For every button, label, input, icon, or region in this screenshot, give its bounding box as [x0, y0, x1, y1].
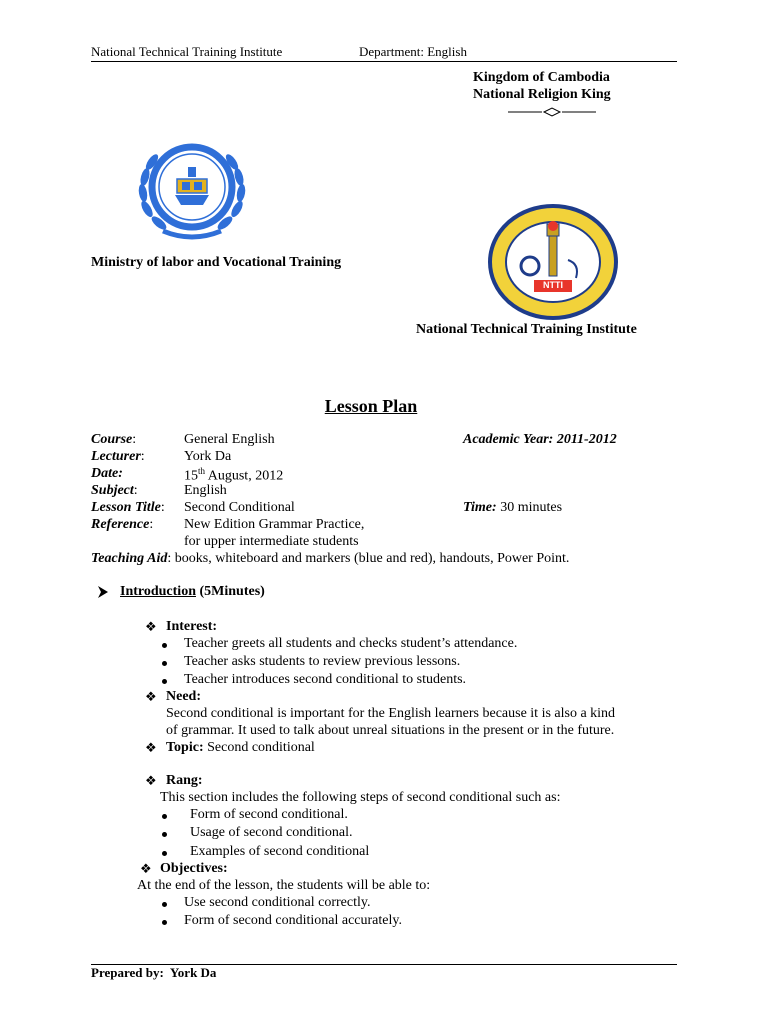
bullet-dot-icon — [162, 661, 167, 666]
objectives-intro: At the end of the lesson, the students will be able to: — [137, 878, 431, 893]
reference-line-1: New Edition Grammar Practice, — [184, 517, 365, 532]
objective-item: Form of second conditional accurately. — [184, 913, 402, 928]
diamond-bullet-icon: ❖ — [140, 861, 152, 876]
course-row-label: Course: — [91, 432, 137, 447]
teaching-aid-row — [91, 551, 569, 567]
time-value: 30 minutes — [496, 500, 563, 515]
course-value: General English — [184, 432, 275, 447]
subject-label: Subject — [91, 483, 134, 498]
lecturer-row-label: Lecturer: — [91, 449, 145, 464]
reference-line-2: for upper intermediate students — [184, 534, 359, 549]
rang-item: Form of second conditional. — [190, 807, 348, 822]
rang-item: Usage of second conditional. — [190, 825, 353, 840]
time-label: Time: — [463, 500, 497, 515]
introduction-heading — [120, 584, 265, 600]
kingdom-title: Kingdom of Cambodia — [473, 70, 610, 85]
institute-name: National Technical Training Institute — [416, 322, 637, 337]
diamond-bullet-icon: ❖ — [145, 619, 157, 634]
diamond-outline-bullet-icon: ❖ — [145, 740, 157, 755]
bullet-dot-icon — [162, 851, 167, 856]
header-divider — [91, 61, 677, 62]
ornament-divider-icon — [508, 106, 596, 123]
diamond-outline-bullet-icon: ❖ — [145, 773, 157, 788]
date-rest: August, 2012 — [205, 468, 284, 484]
introduction-title: Introduction — [120, 584, 196, 599]
header-department: Department: English — [359, 44, 467, 59]
arrow-bullet-icon — [97, 585, 109, 604]
rang-label: Rang: — [166, 773, 203, 788]
lesson-title-value: Second Conditional — [184, 500, 295, 515]
need-line-2: of grammar. It used to talk about unreal situations in the present or in the future. — [166, 723, 615, 738]
topic-row — [166, 740, 315, 756]
bullet-dot-icon — [162, 814, 167, 819]
page-title: Lesson Plan — [324, 396, 418, 416]
interest-item: Teacher greets all students and checks student’s attendance. — [184, 636, 518, 651]
lesson-title-label: Lesson Title — [91, 500, 161, 515]
date-day: 15 — [184, 468, 198, 484]
bullet-dot-icon — [162, 902, 167, 907]
need-label: Need: — [166, 689, 201, 704]
bullet-dot-icon — [162, 643, 167, 648]
reference-row-label: Reference: — [91, 517, 154, 532]
date-suffix: th — [198, 466, 206, 476]
lecturer-label: Lecturer — [91, 449, 141, 464]
teaching-aid-value: : books, whiteboard and markers (blue and red), handouts, Power Point. — [167, 551, 570, 566]
interest-label: Interest: — [166, 619, 218, 634]
need-line-1: Second conditional is important for the English learners because it is also a kind — [166, 706, 616, 721]
reference-label: Reference — [91, 517, 150, 532]
rang-intro: This section includes the following steps of second conditional such as: — [160, 790, 561, 805]
teaching-aid-label: Teaching Aid — [91, 551, 168, 566]
prepared-name: York Da — [163, 965, 217, 980]
topic-label: Topic: — [166, 740, 204, 755]
date-label: Date: — [91, 466, 123, 481]
header-institute: National Technical Training Institute — [91, 44, 283, 59]
subject-value: English — [184, 483, 227, 498]
ntti-seal-icon — [488, 204, 618, 325]
topic-value: Second conditional — [203, 740, 315, 755]
bullet-dot-icon — [162, 832, 167, 837]
academic-year: Academic Year: 2011-2012 — [463, 432, 617, 447]
bullet-dot-icon — [162, 920, 167, 925]
ntti-badge-text: NTTI — [543, 280, 563, 290]
objective-item: Use second conditional correctly. — [184, 895, 371, 910]
date-value — [184, 466, 283, 485]
kingdom-motto: National Religion King — [473, 87, 611, 102]
introduction-duration: (5Minutes) — [195, 584, 265, 599]
rang-item: Examples of second conditional — [190, 844, 370, 859]
diamond-outline-bullet-icon: ❖ — [145, 689, 157, 704]
bullet-dot-icon — [162, 679, 167, 684]
prepared-label: Prepared by: — [91, 965, 164, 980]
lecturer-value: York Da — [184, 449, 232, 464]
course-label: Course — [91, 432, 133, 447]
ministry-seal-icon — [133, 131, 251, 254]
time-row — [463, 500, 562, 516]
ministry-name: Ministry of labor and Vocational Training — [91, 255, 342, 270]
objectives-label: Objectives: — [160, 861, 228, 876]
subject-row-label: Subject: — [91, 483, 138, 498]
interest-item: Teacher asks students to review previous lessons. — [184, 654, 461, 669]
interest-item: Teacher introduces second conditional to students. — [184, 672, 467, 687]
lesson-title-row-label: Lesson Title: — [91, 500, 165, 515]
prepared-by — [91, 965, 216, 981]
